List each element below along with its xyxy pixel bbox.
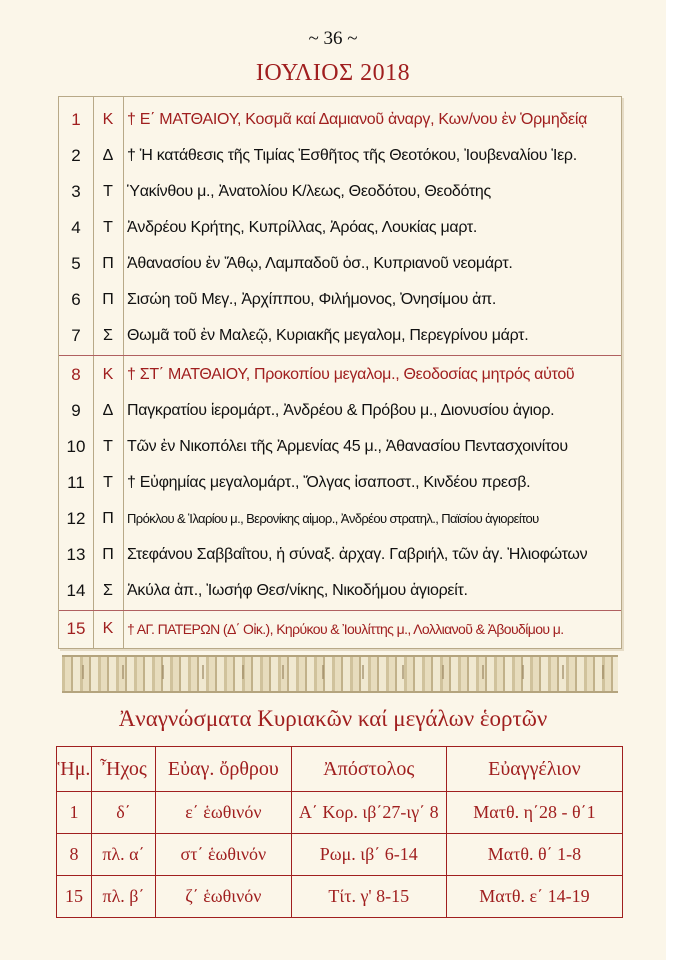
cell-apostle: Ρωμ. ιβ΄ 6-14 xyxy=(291,834,446,876)
readings-title: Ἀναγνώσματα Κυριακῶν καί μεγάλων ἑορτῶν xyxy=(118,706,548,731)
calendar-row xyxy=(59,102,621,138)
saints-of-day: Ἀκύλα ἀπ., Ἰωσήφ Θεσ/νίκης, Νικοδήμου ἁγιορείτ. xyxy=(127,582,468,599)
cell-apostle: Τίτ. γ' 8-15 xyxy=(291,876,446,918)
day-number: 10 xyxy=(66,437,86,456)
cell-tone: πλ. α΄ xyxy=(91,834,155,876)
saints-of-day: † ΑΓ. ΠΑΤΕΡΩΝ (Δ΄ Οἰκ.), Κηρύκου & Ἰουλίττης μ., Λολλιανοῦ & Ἀβουδίμου μ. xyxy=(127,621,564,637)
day-of-week: Τ xyxy=(103,438,113,455)
day-of-week: Κ xyxy=(102,366,114,383)
calendar-row xyxy=(59,465,621,501)
day-of-week: Σ xyxy=(103,582,113,599)
day-of-week: Π xyxy=(102,255,114,272)
cell-day: 1 xyxy=(57,792,92,834)
cell-matins-gospel: στ΄ ἑωθινόν xyxy=(156,834,292,876)
saints-of-day: Παγκρατίου ἱερομάρτ., Ἀνδρέου & Πρόβου μ., Διονυσίου ἁγιορ. xyxy=(127,402,555,419)
cell-gospel: Ματθ. ε΄ 14-19 xyxy=(446,876,622,918)
day-number: 4 xyxy=(71,218,81,237)
cell-gospel: Ματθ. θ΄ 1-8 xyxy=(446,834,622,876)
cell-tone: πλ. β΄ xyxy=(91,876,155,918)
readings-row xyxy=(57,834,623,876)
saints-of-day: Ἀνδρέου Κρήτης, Κυπρίλλας, Ἀρόας, Λουκίας μαρτ. xyxy=(127,219,478,236)
saints-of-day: † Ἡ κατάθεσις τῆς Τιμίας Ἐσθῆτος τῆς Θεοτόκου, Ἰουβεναλίου Ἱερ. xyxy=(127,147,577,164)
saints-of-day: † ΣΤ΄ ΜΑΤΘΑΙΟΥ, Προκοπίου μεγαλομ., Θεοδοσίας μητρός αὐτοῦ xyxy=(127,366,575,383)
saints-of-day: Θωμᾶ τοῦ ἐν Μαλεῷ, Κυριακῆς μεγαλομ, Περεγρίνου μάρτ. xyxy=(127,327,529,344)
readings-table xyxy=(56,746,623,918)
calendar-row xyxy=(59,174,621,210)
day-number: 12 xyxy=(66,509,86,528)
cell-apostle: Α΄ Κορ. ιβ΄27-ιγ΄ 8 xyxy=(291,792,446,834)
calendar-row xyxy=(59,611,621,647)
readings-row xyxy=(57,876,623,918)
calendar-row xyxy=(59,318,621,354)
day-of-week: Δ xyxy=(102,147,114,164)
cell-day: 8 xyxy=(57,834,92,876)
calendar-row xyxy=(59,282,621,318)
day-of-week: Π xyxy=(102,291,114,308)
day-number: 9 xyxy=(71,401,81,420)
day-of-week: Τ xyxy=(103,474,113,491)
day-number: 13 xyxy=(66,545,86,564)
calendar-row xyxy=(59,537,621,573)
day-of-week: Π xyxy=(102,510,114,527)
day-number: 2 xyxy=(71,146,81,165)
day-of-week: Τ xyxy=(103,183,113,200)
saints-of-day: Στεφάνου Σαββαΐτου, ἡ σύναξ. ἀρχαγ. Γαβριήλ, τῶν ἁγ. Ἠλιοφώτων xyxy=(127,546,588,563)
calendar-row xyxy=(59,210,621,246)
day-of-week: Κ xyxy=(102,620,114,637)
header-apostle: Ἀπόστολος xyxy=(291,747,446,792)
cell-tone: δ΄ xyxy=(91,792,155,834)
readings-header-row xyxy=(57,747,623,792)
calendar-row xyxy=(59,138,621,174)
day-of-week: Δ xyxy=(102,402,114,419)
day-number: 14 xyxy=(66,581,86,600)
saints-of-day: † Εὐφημίας μεγαλομάρτ., Ὄλγας ἰσαποστ., Κινδέου πρεσβ. xyxy=(127,474,531,491)
cell-gospel: Ματθ. η΄28 - θ΄1 xyxy=(446,792,622,834)
calendar-row xyxy=(59,501,621,537)
saints-of-day: Πρόκλου & Ἱλαρίου μ., Βερονίκης αἱμορ., Ἀνδρέου στρατηλ., Παϊσίου ἁγιορείτου xyxy=(127,511,539,526)
cell-day: 15 xyxy=(57,876,92,918)
calendar-row xyxy=(59,393,621,429)
day-number: 3 xyxy=(71,182,81,201)
day-of-week: Κ xyxy=(102,111,114,128)
readings-row xyxy=(57,792,623,834)
page-margin xyxy=(666,0,679,960)
day-number: 5 xyxy=(71,254,81,273)
week-separator xyxy=(59,355,621,356)
day-of-week: Τ xyxy=(103,219,113,236)
saints-of-day: Ἀθανασίου ἐν Ἄθῳ, Λαμπαδοῦ ὁσ., Κυπριανοῦ νεομάρτ. xyxy=(127,255,513,272)
calendar-table xyxy=(58,96,622,649)
day-of-week: Σ xyxy=(103,327,113,344)
calendar-row xyxy=(59,573,621,609)
saints-of-day: Ὑακίνθου μ., Ἀνατολίου Κ/λεως, Θεοδότου, Θεοδότης xyxy=(127,183,491,200)
day-number: 1 xyxy=(71,110,81,129)
page-number: ~ 36 ~ xyxy=(308,28,358,49)
day-number: 7 xyxy=(71,326,81,345)
day-number: 11 xyxy=(67,473,85,492)
header-day: Ἡμ. xyxy=(57,747,92,792)
cell-matins-gospel: ε΄ ἑωθινόν xyxy=(156,792,292,834)
saints-of-day: Σισώη τοῦ Μεγ., Ἀρχίππου, Φιλήμονος, Ὀνησίμου ἀπ. xyxy=(127,291,496,308)
saints-of-day: Τῶν ἐν Νικοπόλει τῆς Ἀρμενίας 45 μ., Ἀθανασίου Πεντασχοινίτου xyxy=(127,438,568,455)
calendar-row xyxy=(59,246,621,282)
month-title: ΙΟΥΛΙΟΣ 2018 xyxy=(255,60,411,86)
header-matins-gospel: Εὐαγ. ὄρθρου xyxy=(156,747,292,792)
header-tone: Ἦχος xyxy=(91,747,155,792)
cell-matins-gospel: ζ΄ ἑωθινόν xyxy=(156,876,292,918)
day-of-week: Π xyxy=(102,546,114,563)
decorative-border-pattern xyxy=(62,665,618,679)
saints-of-day: † Ε΄ ΜΑΤΘΑΙΟΥ, Κοσμᾶ καί Δαμιανοῦ ἀναργ, Κων/νου ἐν Ὁρμηδείᾳ xyxy=(127,111,588,128)
day-number: 15 xyxy=(66,619,86,638)
calendar-row xyxy=(59,357,621,393)
header-gospel: Εὐαγγέλιον xyxy=(446,747,622,792)
day-number: 8 xyxy=(71,365,81,384)
day-number: 6 xyxy=(71,290,81,309)
calendar-row xyxy=(59,429,621,465)
